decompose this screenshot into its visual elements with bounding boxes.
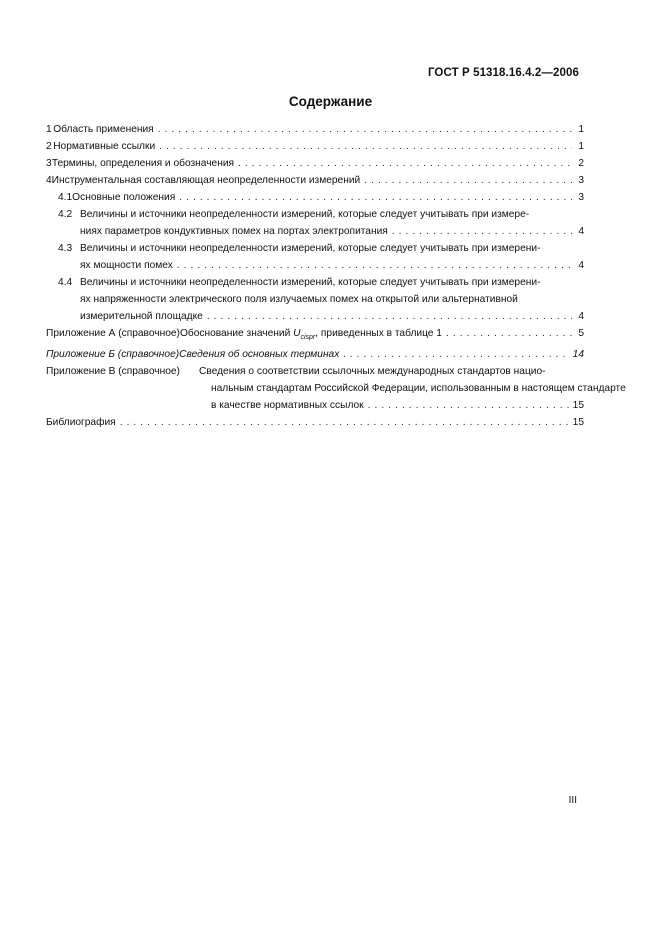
leader-dots <box>179 189 572 206</box>
toc-text: Термины, определения и обозначения <box>51 158 235 169</box>
toc-text-line: измерительной площадке <box>80 311 203 322</box>
toc-entry-4-2[interactable] <box>46 206 584 240</box>
toc-page: 4 <box>578 260 584 271</box>
toc-page: 3 <box>578 175 584 186</box>
toc-page: 2 <box>578 158 584 169</box>
leader-dots <box>446 325 572 342</box>
appendix-label: Приложение Б (справочное) <box>46 349 180 361</box>
toc-text: Обоснование значений $U_{cispr}$, приведенных в таблице 1 <box>179 328 442 342</box>
toc-number: 3 <box>46 158 52 169</box>
leader-dots <box>120 414 569 431</box>
page-number: III <box>568 795 577 806</box>
toc-text: Область применения <box>53 124 154 135</box>
leader-dots <box>392 223 572 240</box>
toc-appendix-a[interactable] <box>46 325 584 346</box>
toc-text: Основные положения <box>72 192 176 203</box>
toc-text-line: Величины и источники неопределенности измерений, которые следует учитывать при измере- <box>80 209 530 220</box>
toc-number: 2 <box>46 141 52 152</box>
toc-appendix-v[interactable] <box>46 363 626 414</box>
appendix-label: Приложение В (справочное) <box>46 366 180 378</box>
toc-page: 14 <box>572 349 584 361</box>
page-title: Содержание <box>288 94 373 109</box>
leader-dots <box>158 121 572 138</box>
toc-number: 4.1 <box>58 192 73 203</box>
appendix-label: Приложение А (справочное) <box>46 328 180 339</box>
toc-entry-4[interactable] <box>46 172 584 189</box>
toc-page: 15 <box>572 400 584 412</box>
toc-text: Сведения об основных терминах <box>179 349 340 361</box>
toc-page: 1 <box>578 141 584 152</box>
toc-page: 4 <box>578 226 584 237</box>
leader-dots <box>368 397 569 414</box>
leader-dots <box>177 257 572 274</box>
toc-entry-1[interactable] <box>46 121 584 138</box>
leader-dots <box>238 155 572 172</box>
toc-entry-4-1[interactable] <box>46 189 584 206</box>
toc-text: Библиография <box>46 417 116 429</box>
variable-u: U <box>293 328 301 339</box>
toc-page: 5 <box>578 328 584 339</box>
toc-entry-4-3[interactable] <box>46 240 584 274</box>
toc-text-line: Величины и источники неопределенности измерений, которые следует учитывать при измерени- <box>80 277 541 288</box>
table-of-contents <box>46 121 626 431</box>
toc-bibliography[interactable] <box>46 414 584 431</box>
toc-entry-2[interactable] <box>46 138 584 155</box>
leader-dots <box>364 172 572 189</box>
toc-text-line: ях мощности помех <box>80 260 173 271</box>
toc-text-line: ниях параметров кондуктивных помех на портах электропитания <box>80 226 388 237</box>
toc-number: 1 <box>46 124 52 135</box>
toc-text-line: нальным стандартам Российской Федерации, использованным в настоящем стандарте <box>211 383 626 395</box>
toc-entry-3[interactable] <box>46 155 584 172</box>
toc-text-line: Величины и источники неопределенности измерений, которые следует учитывать при измерени- <box>80 243 541 254</box>
toc-text-line: Сведения о соответствии ссылочных международных стандартов нацио- <box>199 366 546 378</box>
leader-dots <box>343 346 568 363</box>
toc-number: 4 <box>46 175 52 186</box>
toc-page: 3 <box>578 192 584 203</box>
toc-text-line: в качестве нормативных ссылок <box>211 400 364 412</box>
toc-number: 4.4 <box>58 277 73 288</box>
toc-text: Нормативные ссылки <box>53 141 156 152</box>
toc-entry-4-4[interactable] <box>46 274 584 325</box>
toc-page: 15 <box>572 417 584 429</box>
document-code: ГОСТ Р 51318.16.4.2—2006 <box>427 67 579 79</box>
toc-appendix-b[interactable] <box>46 346 584 363</box>
variable-subscript: cispr <box>300 334 316 342</box>
toc-number: 4.2 <box>58 209 73 220</box>
toc-page: 4 <box>578 311 584 322</box>
toc-text: Инструментальная составляющая неопределенности измерений <box>51 175 361 186</box>
toc-page: 1 <box>578 124 584 135</box>
leader-dots <box>159 138 572 155</box>
leader-dots <box>207 308 572 325</box>
toc-text-line: ях напряженности электрического поля излучаемых помех на открытой или альтернативной <box>80 294 518 305</box>
toc-number: 4.3 <box>58 243 73 254</box>
